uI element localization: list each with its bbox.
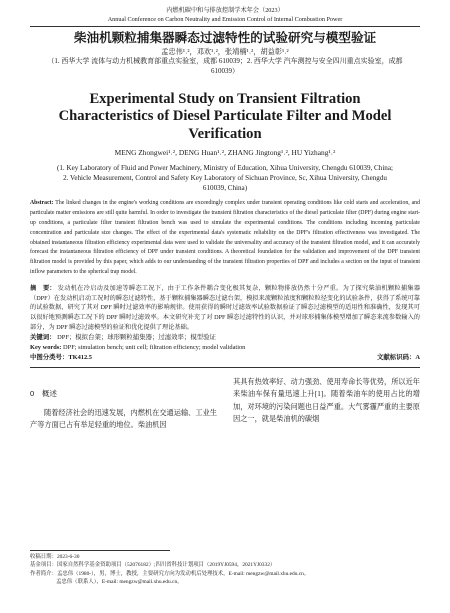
right-paragraph: 其具有热效率好、动力强劲、使用寿命长等优势，所以近年来柴油车保有量迅速上升[1]。随着柴油车的使用占比的增加，对环境的污染问题也日益严重。大气雾霾严重的主要原因之一，就是柴油机的碳烟 bbox=[233, 377, 420, 424]
title-cn: 柴油机颗粒捕集器瞬态过滤特性的试验研究与模型验证 bbox=[73, 31, 377, 45]
header-cn: 内燃机碳中和与排放控制学术年会（2023） bbox=[166, 7, 284, 14]
classification-row bbox=[30, 353, 420, 363]
running-header bbox=[30, 0, 420, 27]
left-column bbox=[30, 376, 217, 432]
abstract-cn-text: 发动机在冷启动及加速等瞬态工况下，由于工作条件耦合变化极其复杂，颗粒物排放仍然十分严重。为了探究柴油机颗粒捕集器（DPF）在发动机启动工况时的瞬态过滤特性，基于颗粒捕集器瞬态过滤台架，模拟来流颗粒浓度和颗粒粒径变化的试验条件，获得了系统可靠的试验数据，研究了其对 DPF 瞬时过滤效率的影响规律。使用获得的瞬时过滤效率试验数据验证了瞬态过滤模型的适用性和准确性，发现其可以很好地预测瞬态工况下的 DPF 瞬时过滤效率。本文研究补充了对 DPF 瞬态过滤特性的认识，并对球形捕集体模型增加了瞬态来流参数输入的部分，为 DPF 瞬态过滤模型的验证和优化提供了理论基础。 bbox=[30, 284, 421, 332]
affiliation-en: (1. Key Laboratory of Fluid and Power Machinery, Ministry of Education, Xihua University, Chengdu 610039, China; 2. Vehicle Measurement, Control and Safety Key Laboratory of Sichuan Province, Sc, Xihua University, Chengdu 610039, China) bbox=[57, 164, 393, 192]
left-paragraph: 随着经济社会的迅速发展，内燃机在交通运输、工业生产等方面已占有举足轻重的地位。柴油机因 bbox=[30, 408, 217, 430]
abstract-en-text: The linked changes in the engine's working conditions are exceedingly complex under transient operating conditions like cold starts and acceleration, and particulate matter emissions are still quite harmful. In order to investigate the transient filtration characteristics of the diesel particulate filter (DPF) during engine start-up conditions, a particulate filter transient filtration bench was used to simulate the experimental conditions. The conditions including incoming particulate concentration and particulate size changes. The effect of the experimental data's systematic reliability on the DPF's filtration effectiveness was investigated. The obtained instantaneous filtration efficiency experimental data were used to validate the universality and accuracy of the transient filtration model, and it can accurately forecast the instantaneous filtration efficiency of DPF under transient conditions. A theoretical foundation for the validation and improvement of the DPF transient filtration model is provided by this paper, which adds to our understanding of the transient filtration properties of DPF and includes a section on the input of transient inflow parameters to the spherical trap model. bbox=[30, 200, 420, 276]
keywords-en bbox=[30, 343, 420, 353]
clc-number: 中图分类号：TK412.5 bbox=[30, 353, 92, 361]
footnote-author: 作者简介：孟忠伟（1980-），男，博士，教授，主要研究方向为发动机后处理技术，E-mail: mengzw@mail.xhu.edu.cn。 bbox=[30, 570, 310, 577]
keywords-cn bbox=[30, 333, 420, 343]
keywords-cn-label: 关键词： bbox=[30, 333, 56, 341]
footnote-contact: 孟忠伟（联系人），E-mail: mengzw@mail.xhu.edu.cn。 bbox=[56, 578, 183, 585]
authors-cn: 孟忠伟¹˒²，邓欢¹˒²，张靖楠¹˒²，胡益彰¹˒² bbox=[161, 48, 289, 56]
authors-en: MENG Zhongwei¹˒², DENG Huan¹˒², ZHANG Jingtong¹˒², HU Yizhang¹˒² bbox=[114, 148, 336, 158]
keywords-cn-text: DPF；模拟台架；球形颗粒捕集器；过滤效率；模型验证 bbox=[57, 333, 216, 341]
section-title: 0 概述 bbox=[30, 388, 58, 398]
title-en: Experimental Study on Transient Filtration Characteristics of Diesel Particulate Filter and Model Verification bbox=[58, 90, 392, 142]
header-en: Annual Conference on Carbon Neutrality and Emission Control of Internal Combustion Power bbox=[107, 16, 343, 23]
document-code: 文献标识码：A bbox=[377, 353, 420, 361]
body-columns bbox=[30, 376, 420, 432]
abstract-en-label: Abstract: bbox=[30, 200, 54, 207]
keywords-en-label: Key words: bbox=[30, 343, 62, 351]
right-column bbox=[233, 376, 420, 432]
footnote-fund: 基金项目：国家自然科学基金资助项目（52076182）;四川省科技计划项目（2019YJ0594，2021YJ0332） bbox=[30, 562, 276, 569]
abstract-cn-label: 摘 要： bbox=[30, 284, 56, 292]
footnote-received: 收稿日期：2023-6-30 bbox=[30, 554, 80, 560]
header-rule bbox=[30, 26, 420, 27]
abstract-cn bbox=[30, 284, 420, 333]
footnote bbox=[30, 550, 420, 586]
footnote-rule bbox=[30, 550, 170, 551]
abstract-en bbox=[30, 199, 420, 277]
body-rule bbox=[30, 367, 420, 368]
affiliation-cn: （1. 西华大学 流体与动力机械教育部重点实验室，成都 610039；2. 西华大学 汽车测控与安全四川重点实验室，成都 610039） bbox=[47, 57, 403, 75]
keywords-en-text: DPF; simulation bench; unit cell; filtration efficiency; model validation bbox=[63, 343, 246, 351]
